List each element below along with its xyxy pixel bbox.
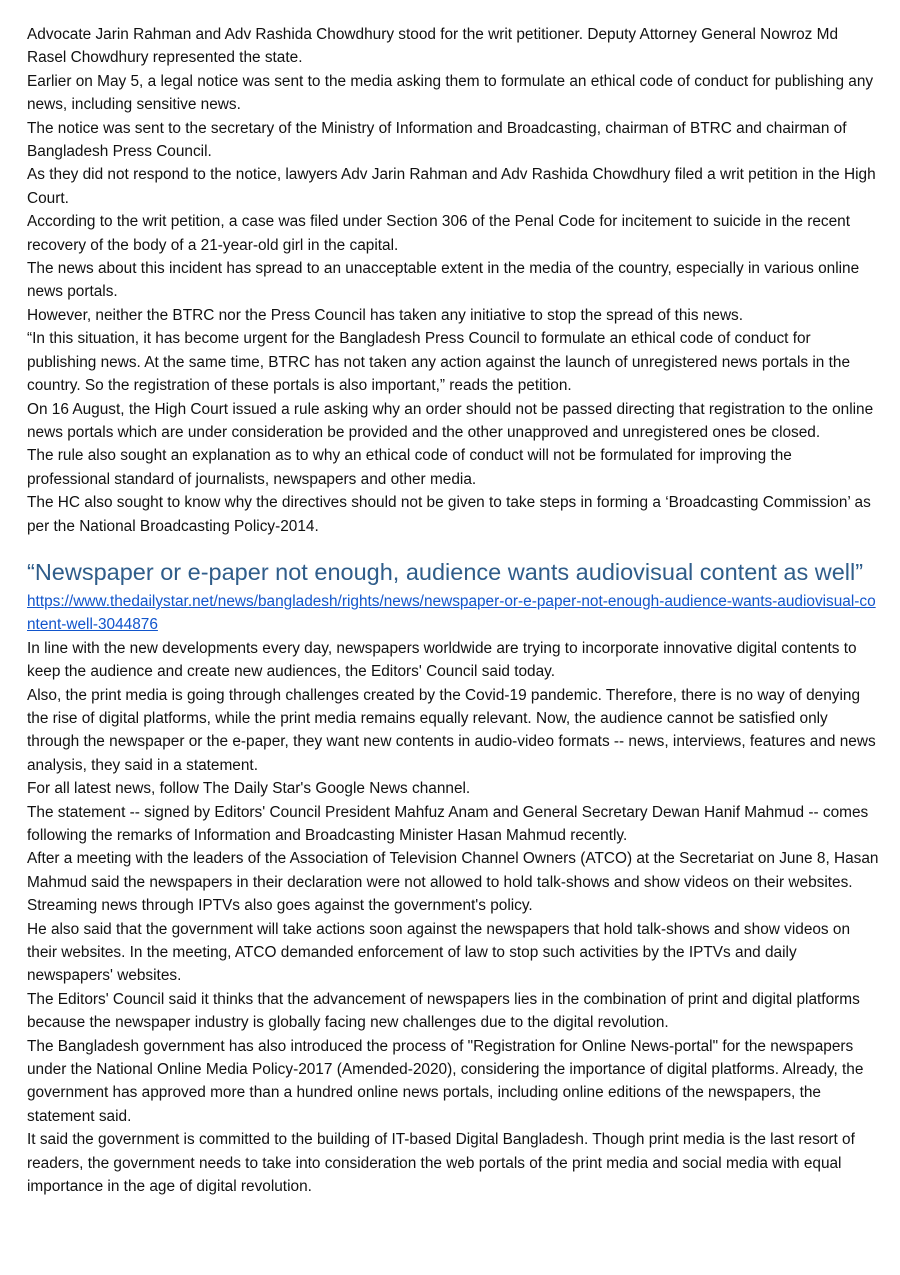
paragraph: The Bangladesh government has also introduced the process of "Registration for Online News-portal" for the newspapers under the National Online Media Policy-2017 (Amended-2020), considering the importance of digital platforms. Already, the government has approved more than a hundred online news portals, including online editions of the newspapers, the statement said. [27,1037,864,1125]
article-heading: “Newspaper or e-paper not enough, audience wants audiovisual content as well” [27,558,864,585]
paragraph: According to the writ petition, a case was filed under Section 306 of the Penal Code for incitement to suicide in the recent recovery of the body of a 21-year-old girl in the capital. [27,213,851,254]
paragraph: “In this situation, it has become urgent for the Bangladesh Press Council to formulate an ethical code of conduct for publishing news. At the same time, BTRC has not taken any action against the launch of unregistered news portals in the country. So the registration of these portals is also important,” reads the petition. [27,330,851,395]
paragraph: Earlier on May 5, a legal notice was sent to the media asking them to formulate an ethical code of conduct for publishing any news, including sensitive news. [27,72,874,114]
paragraph: On 16 August, the High Court issued a rule asking why an order should not be passed directing that registration to the online news portals which are under consideration be provided and the other unapproved and unregistered ones be closed. [27,400,874,441]
paragraph: The notice was sent to the secretary of the Ministry of Information and Broadcasting, chairman of BTRC and chairman of Bangladesh Press Council. [27,119,847,161]
paragraph: For all latest news, follow The Daily Star's Google News channel. [27,780,471,798]
paragraph: In line with the new developments every day, newspapers worldwide are trying to incorporate innovative digital contents to keep the audience and create new audiences, the Editors' Council said today. [27,639,857,681]
paragraph: After a meeting with the leaders of the Association of Television Channel Owners (ATCO) at the Secretariat on June 8, Hasan Mahmud said the newspapers in their declaration were not allowed to hold talk-shows and show videos on their websites. Streaming news through IPTVs also goes against the government's policy. [27,850,879,915]
paragraph: However, neither the BTRC nor the Press Council has taken any initiative to stop the spread of this news. [27,306,744,324]
document-page [27,23,879,1199]
article-link[interactable]: https://www.thedailystar.net/news/bangladesh/rights/news/newspaper-or-e-paper-not-enough-audience-wants-audiovisual-content-well-3044876 [27,592,876,634]
paragraph: Also, the print media is going through challenges created by the Covid-19 pandemic. Therefore, there is no way of denying the rise of digital platforms, while the print media remains equally relevant. Now, the audience cannot be satisfied only through the newspaper or the e-paper, they want new contents in audio-video formats -- news, interviews, features and news analysis, they said in a statement. [27,686,876,774]
paragraph: The HC also sought to know why the directives should not be given to take steps in forming a ‘Broadcasting Commission’ as per the National Broadcasting Policy-2014. [27,494,871,535]
paragraph: Advocate Jarin Rahman and Adv Rashida Chowdhury stood for the writ petitioner. Deputy Attorney General Nowroz Md Rasel Chowdhury represented the state. [27,26,838,67]
paragraph: He also said that the government will take actions soon against the newspapers that hold talk-shows and show videos on their websites. In the meeting, ATCO demanded enforcement of law to stop such activities by the IPTVs and daily newspapers' websites. [27,920,851,985]
paragraph: The statement -- signed by Editors' Council President Mahfuz Anam and General Secretary Dewan Hanif Mahmud -- comes following the remarks of Information and Broadcasting Minister Hasan Mahmud recently. [27,803,869,844]
paragraph: The Editors' Council said it thinks that the advancement of newspapers lies in the combination of print and digital platforms because the newspaper industry is globally facing new challenges due to the digital revolution. [27,990,860,1032]
paragraph: The rule also sought an explanation as to why an ethical code of conduct will not be formulated for improving the professional standard of journalists, newspapers and other media. [27,447,792,488]
paragraph: The news about this incident has spread to an unacceptable extent in the media of the country, especially in various online news portals. [27,260,860,301]
paragraph: As they did not respond to the notice, lawyers Adv Jarin Rahman and Adv Rashida Chowdhury filed a writ petition in the High Court. [27,166,876,207]
paragraph: It said the government is committed to the building of IT-based Digital Bangladesh. Though print media is the last resort of readers, the government needs to take into consideration the web portals of the print media and social media with equal importance in the age of digital revolution. [27,1131,855,1196]
